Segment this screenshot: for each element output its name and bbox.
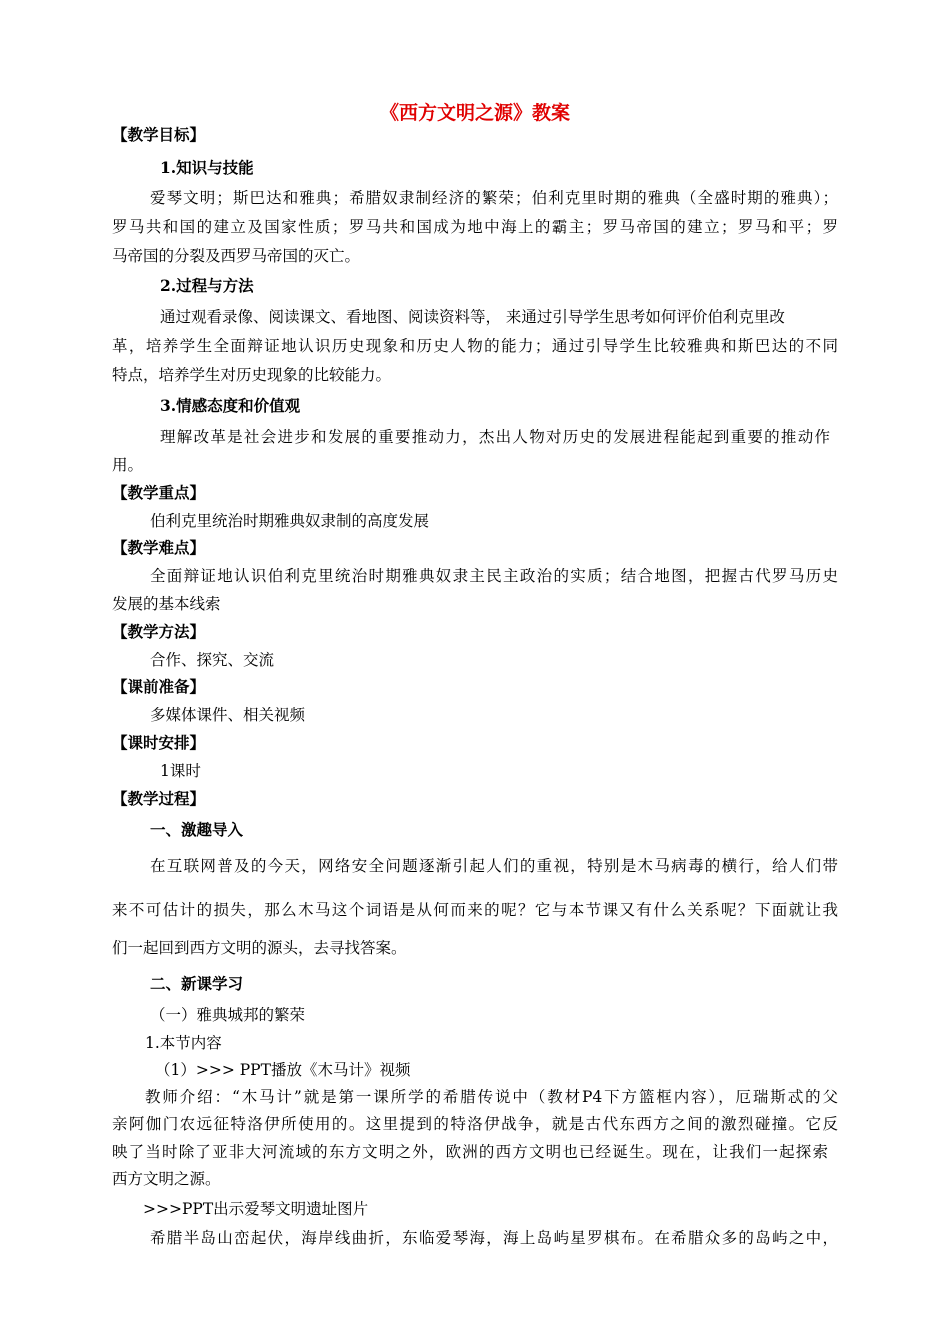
paragraph-line: 在互联网普及的今天，网络安全问题逐渐引起人们的重视，特别是木马病毒的横行，给人们带 xyxy=(150,857,838,875)
paragraph-line: 爱琴文明；斯巴达和雅典；希腊奴隶制经济的繁荣；伯利克里时期的雅典（全盛时期的雅典）； xyxy=(150,189,838,207)
paragraph-line: 伯利克里统治时期雅典奴隶制的高度发展 xyxy=(150,512,430,530)
heading-key-points: 【教学重点】 xyxy=(112,483,206,502)
paragraph-line: 西方文明之源。 xyxy=(112,1170,221,1188)
paragraph-line: 映了当时除了亚非大河流域的东方文明之外，欧洲的西方文明也已经诞生。现在，让我们一起探索 xyxy=(112,1143,828,1161)
paragraph-line: 特点，培养学生对历史现象的比较能力。 xyxy=(112,366,392,384)
paragraph-line: 希腊半岛山峦起伏，海岸线曲折，东临爱琴海，海上岛屿星罗棋布。在希腊众多的岛屿之中， xyxy=(150,1229,838,1247)
paragraph-line: 发展的基本线索 xyxy=(112,595,221,613)
subheading-values: 3.情感态度和价值观 xyxy=(160,396,301,415)
heading-methods: 【教学方法】 xyxy=(112,622,206,641)
subheading-process: 2.过程与方法 xyxy=(160,276,254,295)
heading-schedule: 【课时安排】 xyxy=(112,733,206,752)
paragraph-line: 全面辩证地认识伯利克里统治时期雅典奴隶主民主政治的实质；结合地图，把握古代罗马历史 xyxy=(150,567,838,585)
paragraph-line: 用。 xyxy=(112,456,144,474)
section-heading: 一、激趣导入 xyxy=(150,820,244,839)
paragraph-line: 革，培养学生全面辩证地认识历史现象和历史人物的能力；通过引导学生比较雅典和斯巴达的不同 xyxy=(112,337,838,355)
heading-difficult-points: 【教学难点】 xyxy=(112,538,206,557)
document-title: 《西方文明之源》教案 xyxy=(379,102,570,124)
paragraph-line: 多媒体课件、相关视频 xyxy=(150,706,306,724)
paragraph-line: 通过观看录像、阅读课文、看地图、阅读资料等， 来通过引导学生思考如何评价伯利克里改 xyxy=(160,308,785,326)
heading-preparation: 【课前准备】 xyxy=(112,677,206,696)
section-heading: 二、新课学习 xyxy=(150,974,244,993)
paragraph-line: 来不可估计的损失，那么木马这个词语是从何而来的呢？它与本节课又有什么关系呢？下面就让我 xyxy=(112,901,838,919)
paragraph-line: （一）雅典城邦的繁荣 xyxy=(150,1006,306,1024)
paragraph-line: 马帝国的分裂及西罗马帝国的灭亡。 xyxy=(112,247,361,265)
paragraph-line: 理解改革是社会进步和发展的重要推动力，杰出人物对历史的发展进程能起到重要的推动作 xyxy=(160,428,830,446)
paragraph-line: >>>PPT出示爱琴文明遗址图片 xyxy=(143,1200,369,1218)
paragraph-line: 亲阿伽门农远征特洛伊所使用的。这里提到的特洛伊战争，就是古代东西方之间的激烈碰撞。它反 xyxy=(112,1115,838,1133)
paragraph-line: （1）>>> PPT播放《木马计》视频 xyxy=(155,1061,411,1079)
heading-teaching-process: 【教学过程】 xyxy=(112,789,206,808)
paragraph-line: 合作、探究、交流 xyxy=(150,651,275,669)
subheading-knowledge: 1.知识与技能 xyxy=(160,158,254,177)
paragraph-line: 罗马共和国的建立及国家性质；罗马共和国成为地中海上的霸主；罗马帝国的建立；罗马和平；罗 xyxy=(112,218,838,236)
paragraph-line: 1.本节内容 xyxy=(145,1034,222,1052)
paragraph-line: 们一起回到西方文明的源头，去寻找答案。 xyxy=(112,939,407,957)
heading-objectives: 【教学目标】 xyxy=(112,125,206,144)
paragraph-line: 教师介绍：“木马计”就是第一课所学的希腊传说中（教材P4下方篮框内容），厄瑞斯忒的父 xyxy=(145,1088,838,1106)
paragraph-line: 1课时 xyxy=(160,762,201,780)
